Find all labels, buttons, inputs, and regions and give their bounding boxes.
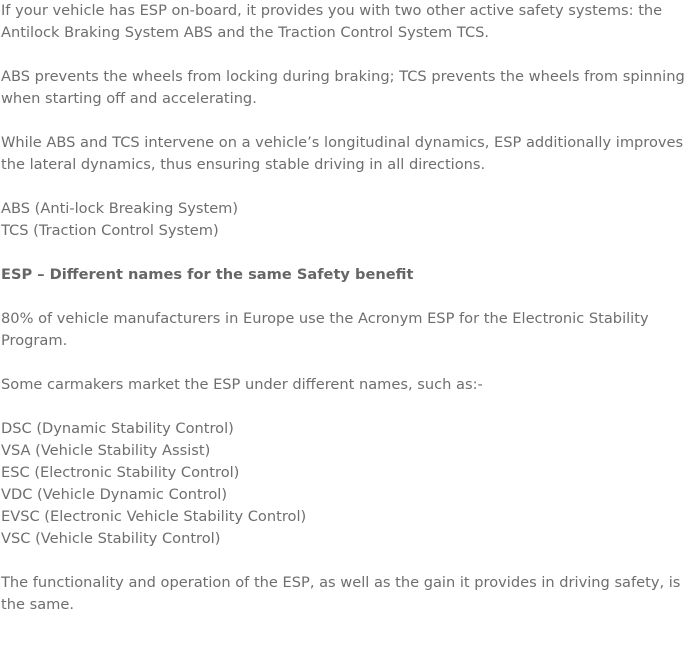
dynamics-paragraph: While ABS and TCS intervene on a vehicle’s longitudinal dynamics, ESP additionally improves the lateral dynamics, thus ensuring stable driving in all directions.	[1, 134, 684, 173]
abbreviation-tcs: TCS (Traction Control System)	[1, 222, 219, 239]
section-heading: ESP – Different names for the same Safety benefit	[1, 266, 414, 283]
abs-tcs-paragraph: ABS prevents the wheels from locking during braking; TCS prevents the wheels from spinning when starting off and accelerating.	[1, 68, 685, 107]
esp-name-item: ESC (Electronic Stability Control)	[1, 464, 240, 481]
manufacturers-paragraph: 80% of vehicle manufacturers in Europe use the Acronym ESP for the Electronic Stability Program.	[1, 310, 649, 349]
esp-name-item: VSC (Vehicle Stability Control)	[1, 530, 221, 547]
intro-paragraph: If your vehicle has ESP on-board, it provides you with two other active safety systems: the Antilock Braking System ABS and the Traction Control System TCS.	[1, 2, 663, 41]
names-intro-paragraph: Some carmakers market the ESP under different names, such as:-	[1, 376, 483, 393]
abbreviation-list	[1, 198, 690, 242]
esp-name-item: VSA (Vehicle Stability Assist)	[1, 442, 211, 459]
esp-name-item: DSC (Dynamic Stability Control)	[1, 420, 234, 437]
conclusion-paragraph: The functionality and operation of the ESP, as well as the gain it provides in driving safety, is the same.	[1, 574, 681, 613]
abbreviation-abs: ABS (Anti-lock Breaking System)	[1, 200, 239, 217]
esp-name-item: VDC (Vehicle Dynamic Control)	[1, 486, 228, 503]
esp-name-item: EVSC (Electronic Vehicle Stability Control)	[1, 508, 307, 525]
esp-names-list	[1, 418, 690, 550]
